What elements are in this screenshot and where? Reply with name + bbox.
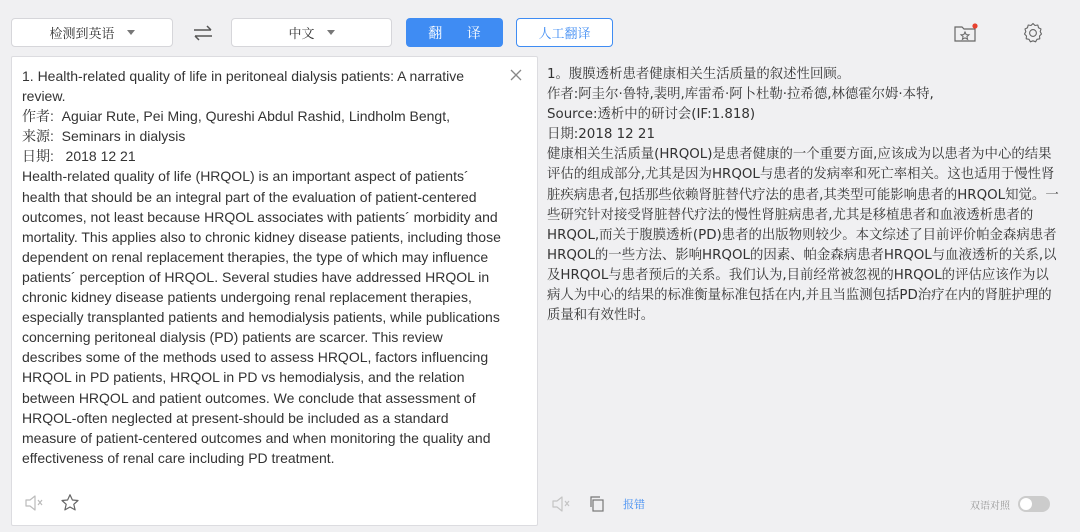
chevron-down-icon <box>327 30 335 35</box>
source-text-input[interactable]: 1. Health-related quality of life in peritoneal dialysis patients: A narrative review. 作者: Aguiar Rute, Pei Ming, Qureshi Abdul Rashid, Lindholm Bengt, 来源: Seminars in dialysis 日期: 2018 12 21 Health-related quality of life (HRQOL) is an important aspect of patients´ health that should be an integral part of the evaluation of patient-centered outcomes, not least because HRQOL associates with patients´ morbidity and mortality. This applies also to chronic kidney disease patients, including those dependent on renal replacement therapies, the type of which may influence patients´ perception of HRQOL. Several studies have addressed HRQOL in chronic kidney disease patients undergoing renal replacement therapies, especially transplanted patients and hemodialysis patients, while publications concerning peritoneal dialysis (PD) patients are scarcer. This review describes some of the methods used to assess HRQOL, factors influencing HRQOL in PD patients, HRQOL in PD vs hemodialysis, and the relation between HRQOL and patient outcomes. We conclude that assessment of HRQOL-often neglected at present-should be included as a standard measure of patient-centered outcomes and when monitoring the quality and effectiveness of renal care including PD treatment. <box>22 68 501 466</box>
target-speak-button[interactable] <box>551 494 571 514</box>
bilingual-compare-label: 双语对照 <box>970 500 1010 512</box>
favorite-button[interactable] <box>60 493 80 513</box>
clear-source-button[interactable] <box>508 67 524 83</box>
target-language-label: 中文 <box>288 26 315 41</box>
source-language-select[interactable] <box>11 18 173 47</box>
toolbar <box>0 0 1080 62</box>
source-speak-button[interactable] <box>24 493 44 513</box>
toggle-knob <box>1020 498 1032 510</box>
target-panel <box>539 56 1066 526</box>
swap-languages-button[interactable] <box>188 18 218 47</box>
source-language-label: 检测到英语 <box>49 26 115 41</box>
bilingual-compare <box>970 496 1050 512</box>
swap-icon <box>192 25 214 41</box>
speaker-icon <box>24 494 44 512</box>
translation-output: 1。腹膜透析患者健康相关生活质量的叙述性回顾。 作者:阿圭尔·鲁特,裴明,库雷希·阿卜杜勒·拉希德,林德霍尔姆·本特, Source:透析中的研讨会(IF:1.818) 日期:2018 12 21 健康相关生活质量(HRQOL)是患者健康的一个重要方面,应该成为以患者为中心的结果评估的组成部分,尤其是因为HRQOL与患者的发病率和死亡率相关。这也适用于慢性肾脏疾病患者,包括那些依赖肾脏替代疗法的患者,其类型可能影响患者的HRQOL知觉。一些研究针对接受肾脏替代疗法的慢性肾脏病患者,尤其是移植患者和血液透析患者的HRQOL,而关于腹膜透析(PD)患者的出版物则较少。本文综述了目前评价帕金森病患者HRQOL的一些方法、影响HRQOL的因素、帕金森病患者HRQOL与血液透析的关系,以及HRQOL与患者预后的关系。我们认为,目前经常被忽视的HRQOL的评估应该作为以病人为中心的结果的标准衡量标准包括在内,并且当监测包括PD治疗在内的肾脏护理的质量和有效性时。 <box>547 67 1059 324</box>
close-icon <box>510 69 522 81</box>
gear-icon <box>1022 22 1044 44</box>
copy-button[interactable] <box>587 494 607 514</box>
copy-icon <box>588 495 606 513</box>
bilingual-compare-toggle[interactable] <box>1018 496 1050 512</box>
report-error-link[interactable]: 报错 <box>623 498 645 511</box>
source-panel <box>11 56 538 526</box>
translate-button[interactable]: 翻 译 <box>406 18 503 47</box>
chevron-down-icon <box>127 30 135 35</box>
favorites-button[interactable] <box>953 20 979 46</box>
speaker-icon <box>551 495 571 513</box>
star-icon <box>60 493 80 513</box>
target-language-select[interactable] <box>231 18 392 47</box>
source-actions <box>24 493 80 513</box>
settings-button[interactable] <box>1020 20 1046 46</box>
human-translate-button[interactable]: 人工翻译 <box>516 18 613 47</box>
target-actions <box>551 494 645 514</box>
folder-star-icon <box>953 22 979 44</box>
